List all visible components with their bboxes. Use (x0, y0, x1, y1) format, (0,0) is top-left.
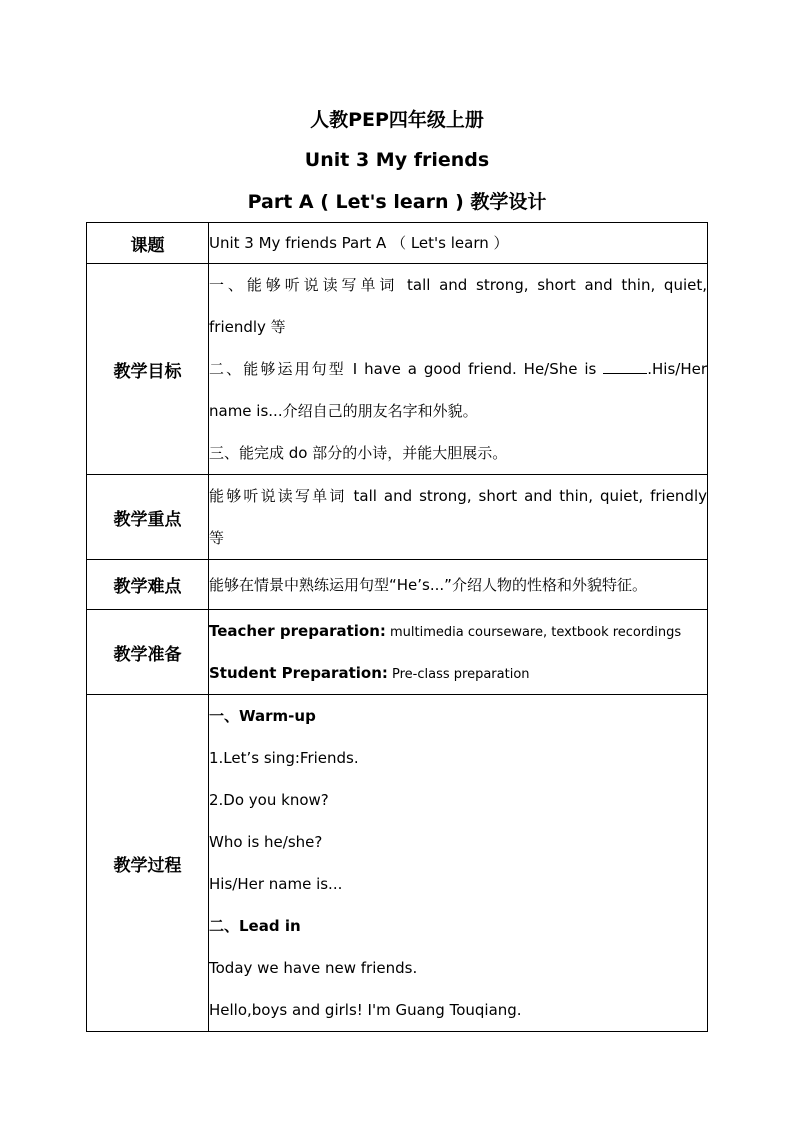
doc-title-line2: Unit 3 My friends (304, 149, 490, 171)
topic-text: Unit 3 My friends Part A （ Let's learn ） (209, 234, 509, 252)
process-item: His/Her name is... (209, 875, 343, 893)
table-row (87, 560, 708, 610)
preparation-content (209, 610, 708, 695)
doc-title-line1: 人教PEP四年级上册 (310, 109, 484, 131)
row-label-difficulties: 教学难点 (87, 560, 209, 610)
student-preparation-line (209, 652, 707, 694)
key-points-content (209, 475, 708, 560)
process-item: Hello,boys and girls! I'm Guang Touqiang. (209, 1001, 522, 1019)
process-section-heading: 二、Lead in (209, 917, 301, 935)
objectives-line (209, 348, 707, 390)
objectives-line: 一、能够听说读写单词 tall and strong, short and thin, quiet, (209, 276, 707, 294)
key-points-line: 能够听说读写单词 tall and strong, short and thin, quiet, friendly (209, 487, 707, 505)
difficulties-text: 能够在情景中熟练运用句型“He’s...”介绍人物的性格和外貌特征。 (209, 575, 647, 594)
objectives-line: friendly 等 (209, 318, 286, 336)
objectives-line3-text: 二、能够运用句型 I have a good friend. He/She is (209, 360, 604, 378)
student-preparation-text: Pre-class preparation (387, 667, 530, 682)
row-label-process: 教学过程 (87, 695, 209, 1032)
process-item: Today we have new friends. (209, 959, 418, 977)
table-row (87, 264, 708, 475)
table-row (87, 223, 708, 264)
objectives-line3-tail: .His/Her (647, 360, 707, 378)
table-row (87, 610, 708, 695)
topic-content (209, 223, 708, 264)
row-label-objectives: 教学目标 (87, 264, 209, 475)
process-item: Who is he/she? (209, 833, 323, 851)
table-row (87, 475, 708, 560)
teacher-preparation-text: multimedia courseware, textbook recordings (385, 625, 682, 640)
student-preparation-label: Student Preparation: (209, 664, 388, 682)
row-label-preparation: 教学准备 (87, 610, 209, 695)
doc-title-line3: Part A ( Let's learn ) 教学设计 (247, 191, 547, 213)
row-label-topic: 课题 (87, 223, 209, 264)
key-points-line: 等 (209, 529, 225, 547)
process-item: 1.Let’s sing:Friends. (209, 749, 359, 767)
objectives-line: 三、能完成 do 部分的小诗，并能大胆展示。 (209, 444, 508, 462)
lesson-plan-table (86, 222, 708, 1032)
teacher-preparation-label: Teacher preparation: (209, 622, 386, 640)
teacher-preparation-line (209, 610, 707, 652)
objectives-content (209, 264, 708, 475)
process-section-heading: 一、Warm-up (209, 707, 316, 725)
difficulties-content (209, 560, 708, 610)
row-label-key-points: 教学重点 (87, 475, 209, 560)
process-content (209, 695, 708, 1032)
fill-in-blank (603, 359, 647, 374)
table-row (87, 695, 708, 1032)
process-item: 2.Do you know? (209, 791, 329, 809)
objectives-line: name is...介绍自己的朋友名字和外貌。 (209, 402, 478, 420)
